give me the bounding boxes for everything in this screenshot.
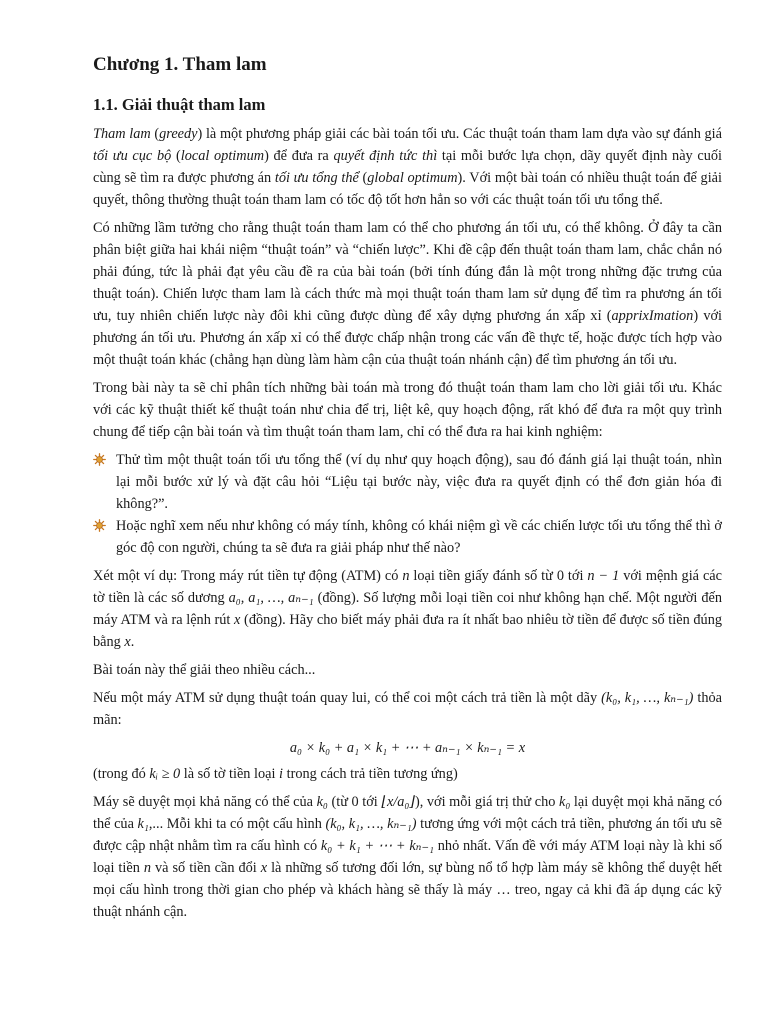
equation: a₀ × k₀ + a₁ × k₁ + ⋯ + aₙ₋₁ × kₙ₋₁ = x (289, 740, 526, 756)
paragraph-intro: Tham lam (greedy) là một phương pháp giải các bài toán tối ưu. Các thuật toán tham lam dựa vào sự đánh giá tối ưu cục bộ (local optimum) để đưa ra quyết định tức thì tại mỗi bước lựa chọn, dãy quyết định này cuối cùng sẽ tìm ra được phương án tối ưu tổng thể (global optimum). Với một bài toán có nhiều thuật toán để giải quyết, thông thường thuật toán tham lam có tốc độ tốt hơn hẳn so với các thuật toán tối ưu tổng thể. (93, 126, 723, 208)
section-title: 1.1. Giải thuật tham lam (93, 95, 266, 114)
paragraph-enumeration: Máy sẽ duyệt mọi khả năng có thể của k₀ (từ 0 tới ⌊x/a₀⌋), với mỗi giá trị thử cho k₀ lại duyệt mọi khả năng có thể của k₁,... Mỗi khi ta có một cấu hình (k₀, k₁, …, kₙ₋₁) tương ứng với một cách trả tiền, phương án tối ưu sẽ được cập nhật nhằm tìm ra cấu hình có k₀ + k₁ + ⋯ + kₙ₋₁ nhỏ nhất. Vấn đề với máy ATM loại này là khi số loại tiền n và số tiền cần đổi x là những số tương đối lớn, sự bùng nổ tổ hợp làm máy sẽ không thể duyệt hết mọi cấu hình trong thời gian cho phép và khách hàng sẽ thấy là máy … treo, ngay cả khi đã áp dụng các kỹ thuật nhánh cận. (93, 794, 722, 920)
paragraph-where: (trong đó kᵢ ≥ 0 là số tờ tiền loại i trong cách trả tiền tương ứng) (93, 766, 458, 782)
paragraph-atm-example: Xét một ví dụ: Trong máy rút tiền tự động (ATM) có n loại tiền giấy đánh số từ 0 tới n − 1 với mệnh giá các tờ tiền là các số dương a₀, a₁, …, aₙ₋₁ (đồng). Số lượng mỗi loại tiền coi như không hạn chế. Một người đến máy ATM và ra lệnh rút x (đồng). Hãy cho biết máy phải đưa ra ít nhất bao nhiêu tờ tiền để được số tiền đúng bằng x. (93, 568, 722, 650)
experience-list (93, 449, 722, 559)
paragraph-backtracking: Nếu một máy ATM sử dụng thuật toán quay lui, có thể coi một cách trả tiền là một dãy (k₀, k₁, …, kₙ₋₁) thỏa mãn: (93, 690, 722, 728)
list-item: Thử tìm một thuật toán tối ưu tổng thể (ví dụ như quy hoạch động), sau đó đánh giá lại thuật toán, nhìn lại mỗi bước xử lý và đặt câu hỏi “Liệu tại bước này, việc đưa ra quyết định có thể đơn giản hóa đi không?”. (93, 449, 722, 515)
sun-bullet-icon (93, 519, 106, 532)
paragraph-scope: Trong bài này ta sẽ chỉ phân tích những bài toán mà trong đó thuật toán tham lam cho lời giải tối ưu. Khác với các kỹ thuật thiết kế thuật toán như chia để trị, liệt kê, quy hoạch động, rất khó để đưa ra một quy trình chung để tiếp cận bài toán và tìm thuật toán tham lam, chỉ có thể đưa ra hai kinh nghiệm: (93, 380, 722, 440)
chapter-title: Chương 1. Tham lam (93, 54, 267, 75)
list-item: Hoặc nghĩ xem nếu như không có máy tính, không có khái niệm gì về các chiến lược tối ưu tổng thể thì ở góc độ con người, chúng ta sẽ đưa ra giải pháp như thế nào? (93, 515, 722, 559)
paragraph-algorithm-vs-strategy: Có những lầm tưởng cho rằng thuật toán tham lam có thể cho phương án tối ưu, có thể không. Ở đây ta cần phân biệt giữa hai khái niệm “thuật toán” và “chiến lược”. Khi đề cập đến thuật toán tham lam, chắc chắn nó phải đúng, tức là phải đạt yêu cầu đề ra của bài toán (bởi tính đúng đắn là một trong những đặc trưng của thuật toán). Chiến lược tham lam là cách thức mà mọi thuật toán tham lam sử dụng để tìm ra phương án tối ưu, tuy nhiên chiến lược này đôi khi cũng được dùng để xây dựng phương án xấp xỉ (apprixImation) với phương án tối ưu. Phương án xấp xỉ có thể được chấp nhận trong các vấn đề thực tế, hoặc được tích hợp vào một thuật toán khác (chẳng hạn dùng làm hàm cận của thuật toán nhánh cận) để tìm phương án tối ưu. (93, 220, 722, 368)
sun-bullet-icon (93, 453, 106, 466)
paragraph-many-ways: Bài toán này thể giải theo nhiều cách... (93, 662, 316, 678)
